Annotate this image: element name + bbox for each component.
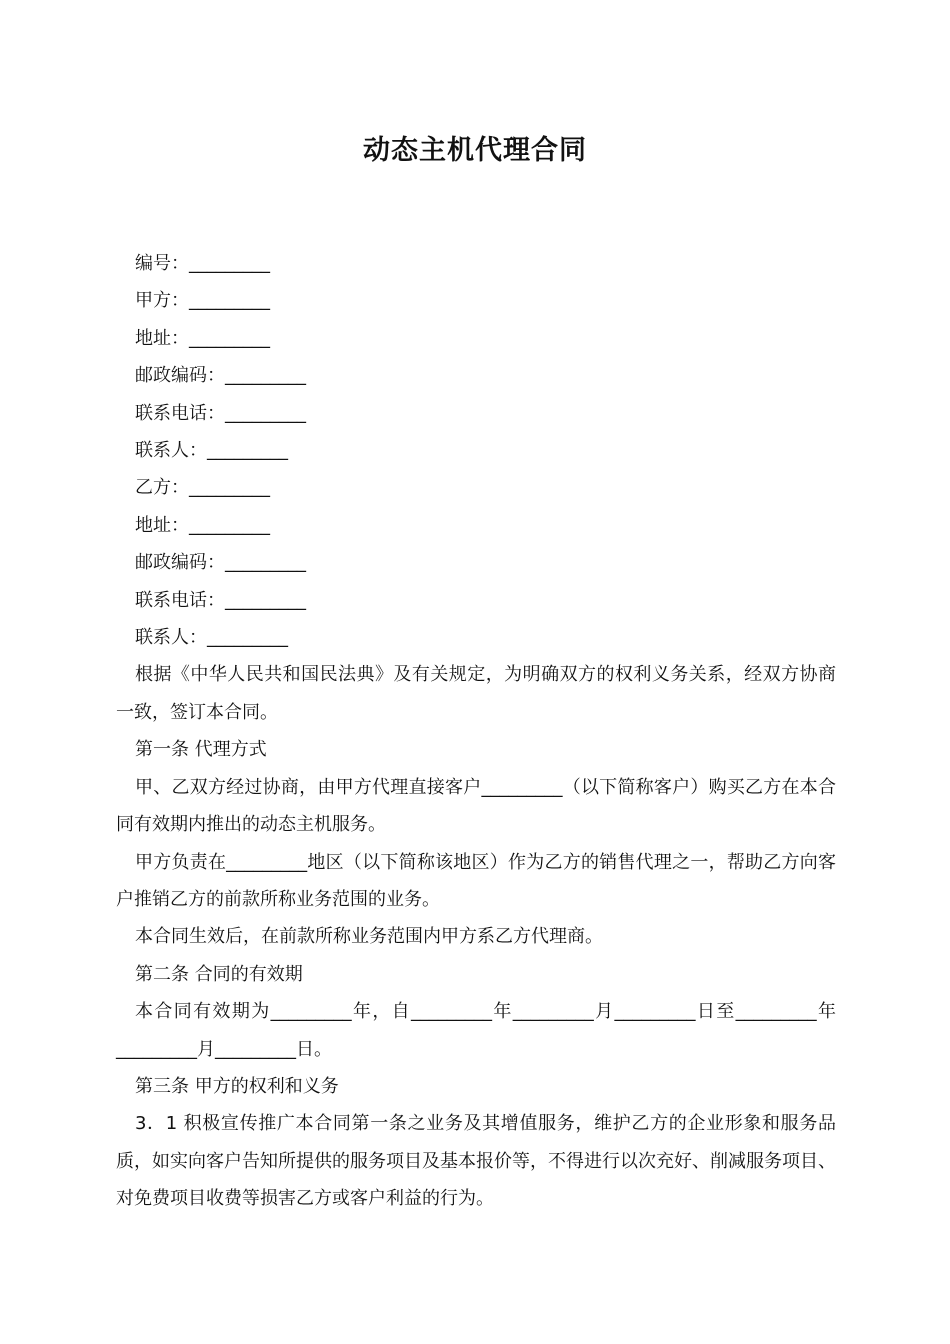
field-party-a-postcode: 邮政编码：_________: [135, 365, 306, 387]
document-body: [116, 245, 836, 1218]
article3-paragraph-1: 3．1 积极宣传推广本合同第一条之业务及其增值服务，维护乙方的企业形象和服务品质，如实向客户告知所提供的服务项目及基本报价等，不得进行以次充好、削减服务项目、对免费项目收费等损害乙方或客户利益的行为。: [116, 1113, 836, 1210]
field-party-a-address: 地址：_________: [135, 327, 270, 349]
field-party-b-address: 地址：_________: [135, 514, 270, 536]
field-party-a-phone: 联系电话：_________: [135, 402, 306, 424]
article3-heading: 第三条 甲方的权利和义务: [135, 1075, 339, 1097]
article1-paragraph-2: 甲方负责在_________地区（以下简称该地区）作为乙方的销售代理之一，帮助乙方向客户推销乙方的前款所称业务范围的业务。: [116, 851, 836, 910]
field-party-a-contact: 联系人：_________: [135, 440, 288, 462]
article1-paragraph-3: 本合同生效后，在前款所称业务范围内甲方系乙方代理商。: [135, 926, 603, 948]
article1-heading: 第一条 代理方式: [135, 739, 267, 761]
intro-paragraph: 根据《中华人民共和国民法典》及有关规定，为明确双方的权利义务关系，经双方协商一致，签订本合同。: [116, 664, 836, 723]
field-party-b-contact: 联系人：_________: [135, 627, 288, 649]
article2-heading: 第二条 合同的有效期: [135, 963, 303, 985]
field-party-a: 甲方：_________: [135, 290, 270, 312]
field-party-b-postcode: 邮政编码：_________: [135, 552, 306, 574]
field-party-b: 乙方：_________: [135, 477, 270, 499]
article2-paragraph-1: 本合同有效期为_________年，自_________年_________月_________日至_________年_________月_________日。: [116, 1001, 836, 1060]
field-party-b-phone: 联系电话：_________: [135, 589, 306, 611]
article1-paragraph-1: 甲、乙双方经过协商，由甲方代理直接客户_________（以下简称客户）购买乙方在本合同有效期内推出的动态主机服务。: [116, 776, 836, 836]
field-number: 编号：_________: [135, 253, 270, 274]
document-title: 动态主机代理合同: [363, 135, 587, 166]
